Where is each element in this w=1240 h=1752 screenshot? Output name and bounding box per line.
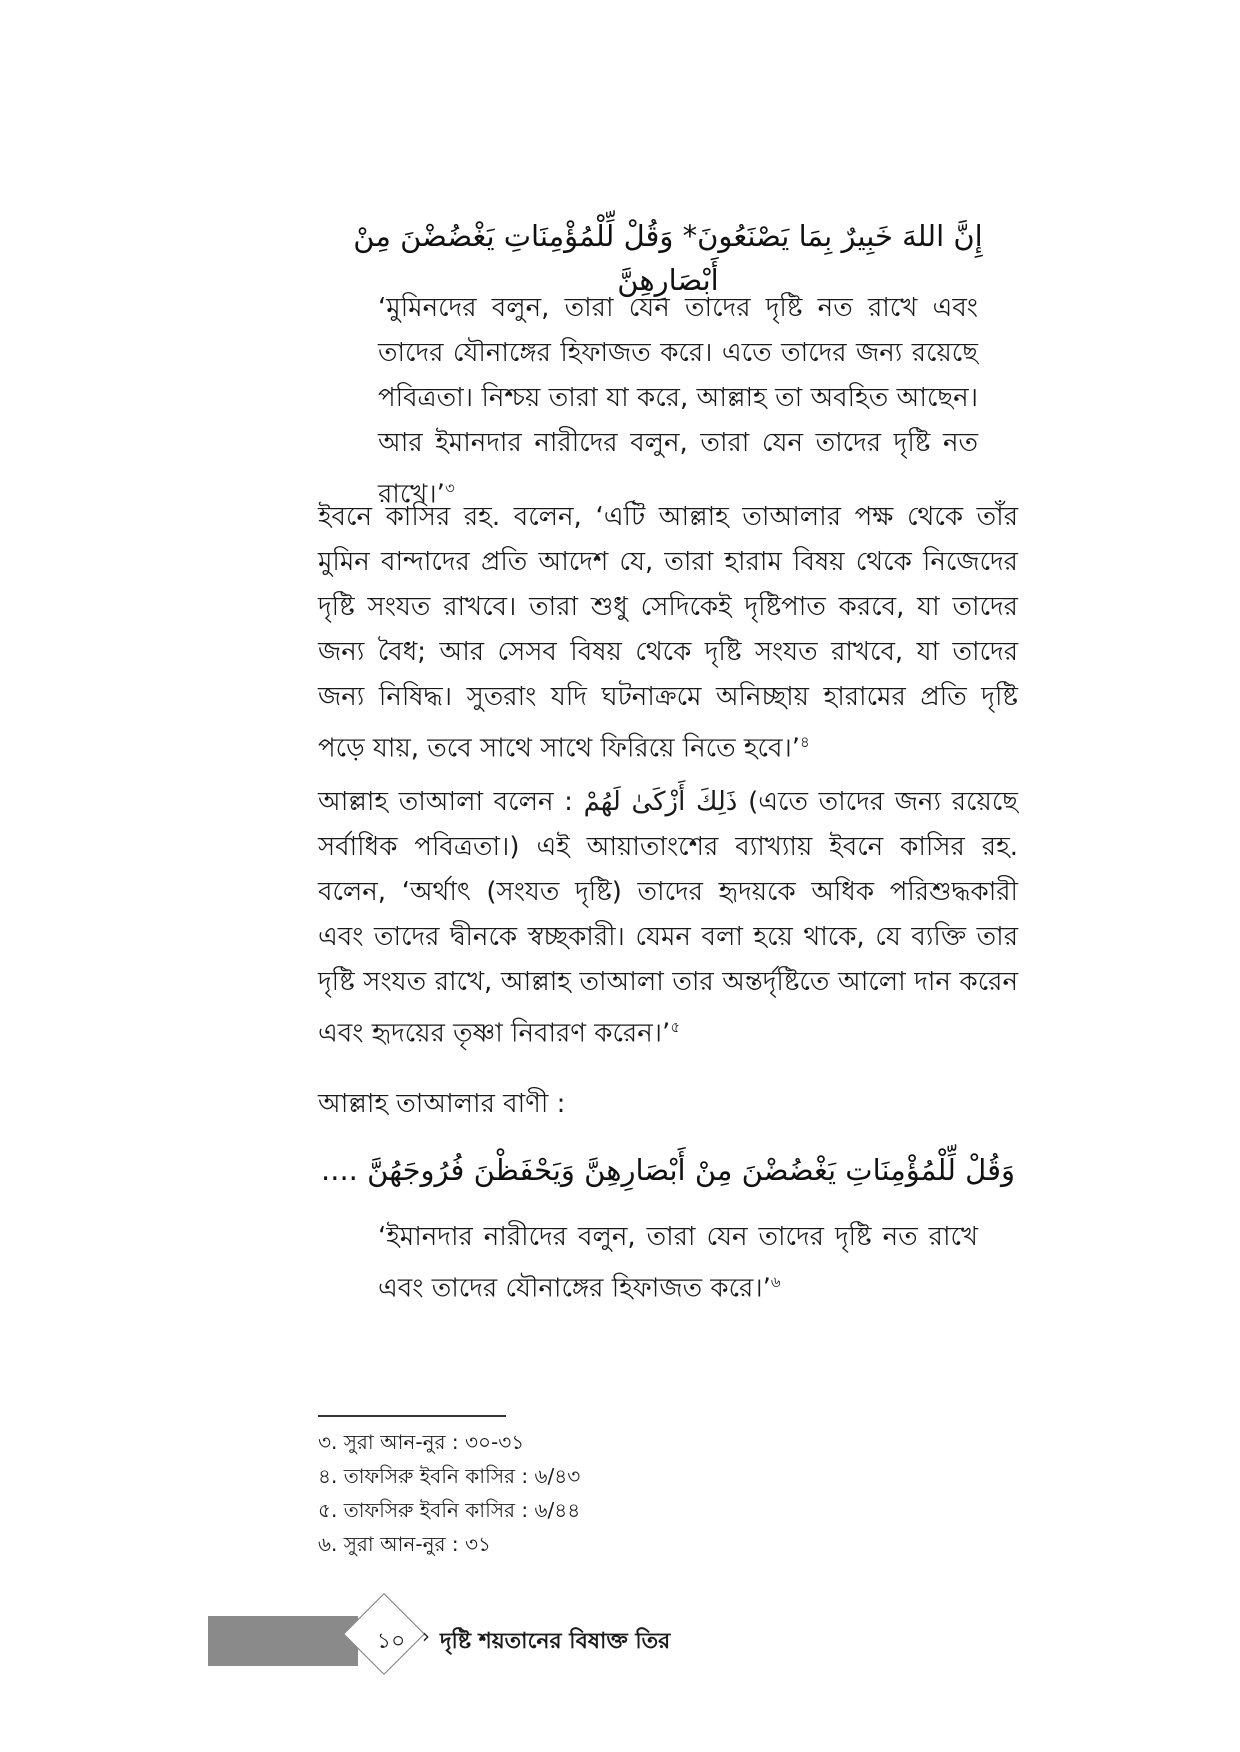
footer-band	[208, 1616, 358, 1666]
paragraph-3-arabic: ذَلِكَ أَزْكَىٰ لَهُمْ	[583, 787, 738, 817]
paragraph-ibn-kathir-2	[318, 780, 1018, 1057]
paragraph-verse-intro: আল্লাহ তাআলার বাণী :	[318, 1089, 566, 1119]
paragraph-2-text: ইবনে কাসির রহ. বলেন, ‘এটি আল্লাহ তাআলার পক্ষ থেকে তাঁর মুমিন বান্দাদের প্রতি আদেশ যে, তারা হারাম বিষয় থেকে নিজেদের দৃষ্টি সংযত রাখবে। তারা শুধু সেদিকেই দৃষ্টিপাত করবে, যা তাদের জন্য বৈধ; আর সেসব বিষয় থেকে দৃষ্টি সংযত রাখবে, যা তাদের জন্য নিষিদ্ধ। সুতরাং যদি ঘটনাক্রমে অনিচ্ছায় হারামের প্রতি দৃষ্টি পড়ে যায়, তবে সাথে সাথে ফিরিয়ে নিতে হবে।’	[318, 502, 1018, 764]
quote-paragraph-2	[378, 1215, 978, 1312]
footnote-ref-4: ৪	[800, 733, 810, 751]
footnote-3: ৩. সুরা আন-নুর : ৩০-৩১	[318, 1430, 525, 1454]
quote-2-text: ‘ইমানদার নারীদের বলুন, তারা যেন তাদের দৃষ্টি নত রাখে এবং তাদের যৌনাঙ্গের হিফাজত করে।’	[378, 1222, 978, 1304]
paragraph-3-lead: আল্লাহ তাআলা বলেন :	[318, 787, 573, 817]
arabic-verse-2: وَقُلْ لِّلْمُؤْمِنَاتِ يَغْضُضْنَ مِنْ أَبْصَارِهِنَّ وَيَحْفَظْنَ فُرُوجَهُنَّ ....	[321, 1153, 1015, 1187]
footnote-ref-3: ৩	[444, 479, 455, 497]
footnote-5: ৫. তাফসিরু ইবনি কাসির : ৬/৪৪	[318, 1498, 581, 1522]
footnote-divider	[318, 1415, 506, 1417]
arabic-verse-1: إِنَّ اللهَ خَبِيرٌ بِمَا يَصْنَعُونَ* وَقُلْ لِّلْمُؤْمِنَاتِ يَغْضُضْنَ مِنْ أَبْصَارِهِنَّ	[353, 219, 983, 297]
footnote-6: ৬. সুরা আন-নুর : ৩১	[318, 1532, 491, 1556]
page-number: ১০	[376, 1629, 406, 1654]
footnote-4: ৪. তাফসিরু ইবনি কাসির : ৬/৪৩	[318, 1464, 581, 1488]
paragraph-3-rest: (এতে তাদের জন্য রয়েছে সর্বাধিক পবিত্রতা।) এই আয়াতাংশের ব্যাখ্যায় ইবনে কাসির রহ. বলেন, ‘অর্থাৎ (সংযত দৃষ্টি) তাদের হৃদয়কে অধিক পরিশুদ্ধকারী এবং তাদের দ্বীনকে স্বচ্ছকারী। যেমন বলা হয়ে থাকে, যে ব্যক্তি তার দৃষ্টি সংযত রাখে, আল্লাহ তাআলা তার অন্তর্দৃষ্টিতে আলো দান করেন এবং হৃদয়ের তৃষ্ণা নিবারণ করেন।’	[318, 787, 1019, 1049]
footnote-ref-6: ৬	[770, 1273, 781, 1291]
quote-paragraph-1	[378, 286, 978, 518]
paragraph-ibn-kathir-1	[318, 495, 1018, 772]
running-title: দৃষ্টি শয়তানের বিষাক্ত তির	[440, 1629, 671, 1654]
footnote-ref-5: ৫	[670, 1018, 681, 1036]
quote-1-text: ‘মুমিনদের বলুন, তারা যেন তাদের দৃষ্টি নত রাখে এবং তাদের যৌনাঙ্গের হিফাজত করে। এতে তাদের জন্য রয়েছে পবিত্রতা। নিশ্চয় তারা যা করে, আল্লাহ তা অবহিত আছেন। আর ইমানদার নারীদের বলুন, তারা যেন তাদের দৃষ্টি নত রাখে।’	[378, 293, 978, 510]
chevron-right-icon: ›	[422, 1624, 430, 1648]
